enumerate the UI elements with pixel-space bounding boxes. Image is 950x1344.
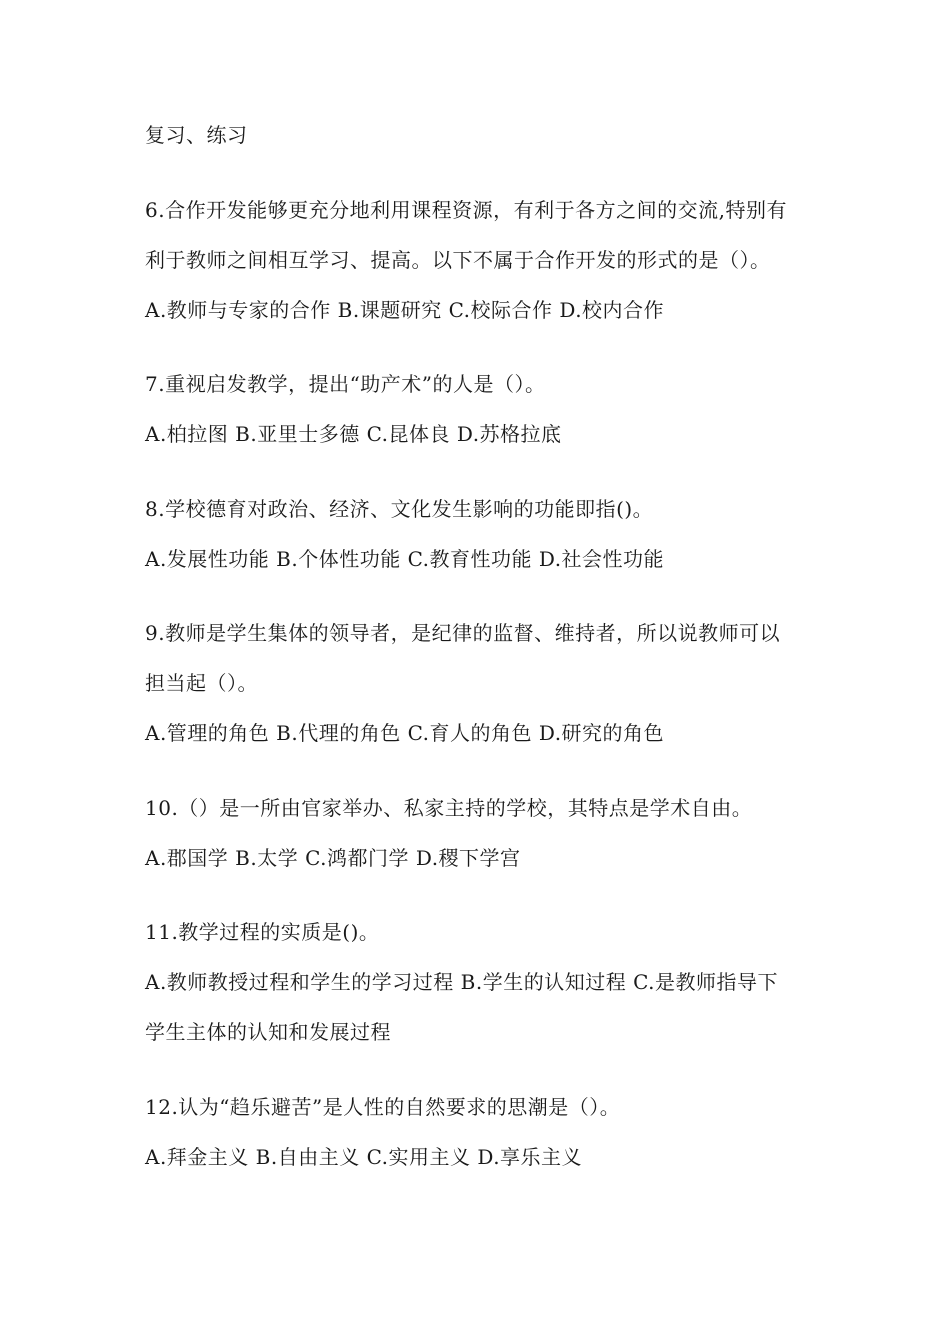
question-6-line-2: 利于教师之间相互学习、提高。以下不属于合作开发的形式的是（）。 xyxy=(145,248,771,272)
question-7-line-1: 7.重视启发教学，提出“助产术”的人是（）。 xyxy=(145,372,546,396)
question-9-line-2: 担当起（）。 xyxy=(145,671,258,695)
question-6-line-1: 6.合作开发能够更充分地利用课程资源，有利于各方之间的交流,特别有 xyxy=(145,198,787,222)
question-6-options: A.教师与专家的合作 B.课题研究 C.校际合作 D.校内合作 xyxy=(145,298,665,322)
question-9-options: A.管理的角色 B.代理的角色 C.育人的角色 D.研究的角色 xyxy=(145,721,665,745)
question-7-options: A.柏拉图 B.亚里士多德 C.昆体良 D.苏格拉底 xyxy=(145,422,562,446)
question-12-line-1: 12.认为“趋乐避苦”是人性的自然要求的思潮是（）。 xyxy=(145,1095,621,1119)
question-11-options-line-2: 学生主体的认知和发展过程 xyxy=(145,1020,391,1044)
section-heading: 复习、练习 xyxy=(145,123,248,147)
question-11-options-line-1: A.教师教授过程和学生的学习过程 B.学生的认知过程 C.是教师指导下 xyxy=(145,970,779,994)
question-8-line-1: 8.学校德育对政治、经济、文化发生影响的功能即指()。 xyxy=(145,497,654,521)
question-11-line-1: 11.教学过程的实质是()。 xyxy=(145,920,380,944)
question-12-options: A.拜金主义 B.自由主义 C.实用主义 D.享乐主义 xyxy=(145,1145,583,1169)
question-10-options: A.郡国学 B.太学 C.鸿都门学 D.稷下学宫 xyxy=(145,846,521,870)
question-8-options: A.发展性功能 B.个体性功能 C.教育性功能 D.社会性功能 xyxy=(145,547,665,571)
question-10-line-1: 10.（）是一所由官家举办、私家主持的学校，其特点是学术自由。 xyxy=(145,796,753,820)
question-9-line-1: 9.教师是学生集体的领导者，是纪律的监督、维持者，所以说教师可以 xyxy=(145,621,781,645)
